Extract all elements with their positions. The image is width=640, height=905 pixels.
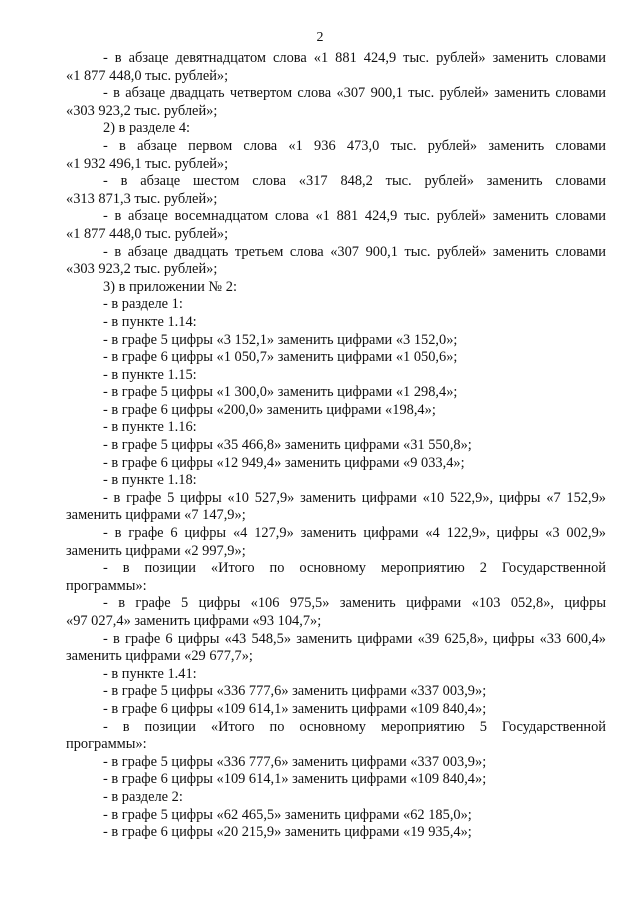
text-line: - в графе 5 цифры «35 466,8» заменить цифрами «31 550,8»; <box>103 437 472 454</box>
text-line: - в пункте 1.41: <box>103 665 197 682</box>
text-line: - в абзаце первом слова «1 936 473,0 тыс. рублей» заменить словами <box>103 137 606 154</box>
text-line: - в графе 6 цифры «200,0» заменить цифрами «198,4»; <box>103 401 436 418</box>
text-line: «1 877 448,0 тыс. рублей»; <box>66 67 229 84</box>
text-line: - в пункте 1.15: <box>103 366 197 383</box>
text-line: - в графе 6 цифры «20 215,9» заменить цифрами «19 935,4»; <box>103 824 472 841</box>
text-line: «303 923,2 тыс. рублей»; <box>66 102 218 119</box>
text-line: - в позиции «Итого по основному мероприятию 2 Государственной <box>103 560 606 577</box>
text-line: программы»: <box>66 577 147 594</box>
text-line: - в графе 5 цифры «10 527,9» заменить цифрами «10 522,9», цифры «7 152,9» <box>103 489 606 506</box>
document-body <box>66 50 606 842</box>
text-line: - в пункте 1.14: <box>103 313 197 330</box>
text-line: - в абзаце восемнадцатом слова «1 881 424,9 тыс. рублей» заменить словами <box>103 208 606 225</box>
text-line: заменить цифрами «7 147,9»; <box>66 507 246 524</box>
text-line: «313 871,3 тыс. рублей»; <box>66 190 218 207</box>
text-line: «1 877 448,0 тыс. рублей»; <box>66 225 229 242</box>
text-line: 3) в приложении № 2: <box>103 278 237 295</box>
text-line: - в абзаце двадцать третьем слова «307 900,1 тыс. рублей» заменить словами <box>103 243 606 260</box>
text-line: - в разделе 1: <box>103 296 183 313</box>
text-line: заменить цифрами «2 997,9»; <box>66 542 246 559</box>
text-line: - в абзаце двадцать четвертом слова «307 900,1 тыс. рублей» заменить словами <box>103 85 606 102</box>
text-line: заменить цифрами «29 677,7»; <box>66 648 253 665</box>
text-line: - в графе 6 цифры «109 614,1» заменить цифрами «109 840,4»; <box>103 700 487 717</box>
text-line: - в графе 5 цифры «106 975,5» заменить цифрами «103 052,8», цифры <box>103 595 606 612</box>
text-line: - в позиции «Итого по основному мероприятию 5 Государственной <box>103 718 606 735</box>
text-line: - в пункте 1.16: <box>103 419 197 436</box>
text-line: - в графе 5 цифры «3 152,1» заменить цифрами «3 152,0»; <box>103 331 458 348</box>
page-number: 2 <box>316 30 324 45</box>
text-line: - в абзаце шестом слова «317 848,2 тыс. рублей» заменить словами <box>103 173 606 190</box>
text-line: - в абзаце девятнадцатом слова «1 881 424,9 тыс. рублей» заменить словами <box>103 50 606 66</box>
text-line: «97 027,4» заменить цифрами «93 104,7»; <box>66 613 322 629</box>
text-line: - в графе 6 цифры «109 614,1» заменить цифрами «109 840,4»; <box>103 771 487 788</box>
text-line: 2) в разделе 4: <box>103 120 191 137</box>
text-line: - в графе 5 цифры «62 465,5» заменить цифрами «62 185,0»; <box>103 806 472 823</box>
text-line: - в пункте 1.18: <box>103 472 197 489</box>
text-line: - в графе 5 цифры «1 300,0» заменить цифрами «1 298,4»; <box>103 384 458 401</box>
text-line: - в графе 6 цифры «43 548,5» заменить цифрами «39 625,8», цифры «33 600,4» <box>103 630 606 647</box>
text-line: - в графе 5 цифры «336 777,6» заменить цифрами «337 003,9»; <box>103 683 487 700</box>
text-line: «1 932 496,1 тыс. рублей»; <box>66 155 229 172</box>
text-line: «303 923,2 тыс. рублей»; <box>66 261 218 278</box>
text-line: - в разделе 2: <box>103 788 183 805</box>
text-line: - в графе 5 цифры «336 777,6» заменить цифрами «337 003,9»; <box>103 753 487 770</box>
text-line: - в графе 6 цифры «12 949,4» заменить цифрами «9 033,4»; <box>103 454 465 471</box>
text-line: - в графе 6 цифры «1 050,7» заменить цифрами «1 050,6»; <box>103 349 458 366</box>
text-line: программы»: <box>66 736 147 753</box>
text-line: - в графе 6 цифры «4 127,9» заменить цифрами «4 122,9», цифры «3 002,9» <box>103 525 606 542</box>
